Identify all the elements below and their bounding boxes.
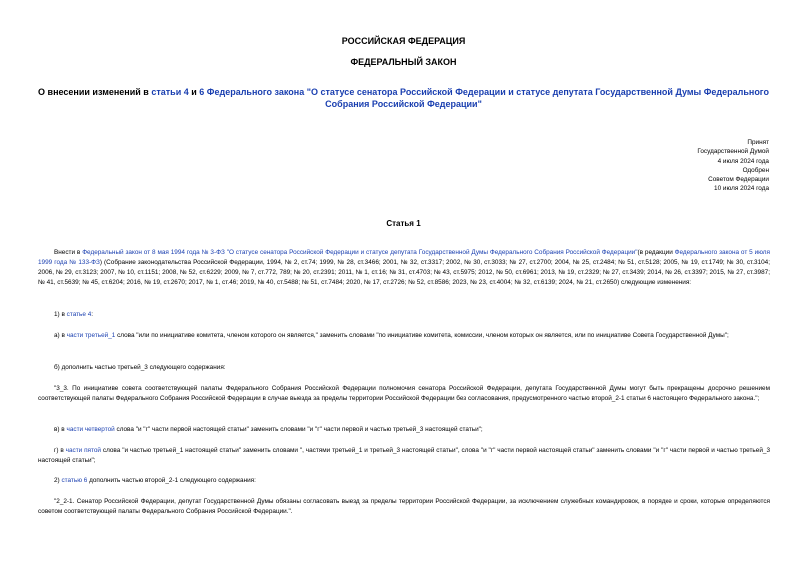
part-3-1-link[interactable]: части третьей_1	[66, 332, 116, 339]
p7-text-a: г) в	[54, 447, 66, 454]
paragraph-item-1	[38, 310, 770, 320]
p2-text-b: :	[91, 311, 94, 318]
p3-text-b: слова "или по инициативе комитета, членом которого он является," заменить словами "по инициативе комитета, комиссии, членом которых он является, или по инициативе Совета Государственной Думы";	[115, 332, 729, 339]
p3-text-a: а) в	[54, 332, 67, 339]
adopted-label: Принят	[747, 139, 769, 146]
approved-label: Одобрен	[742, 166, 769, 174]
law-3fz-link[interactable]: Федеральный закон от 8 мая 1994 года № 3-ФЗ "О статусе сенатора Российской Федерации и статусе депутата Государственной Думы Федерального Собрания Российской Федерации"	[82, 249, 638, 256]
country-heading: РОССИЙСКАЯ ФЕДЕРАЦИЯ	[341, 36, 466, 46]
p7-text-b: слова "и частью третьей_1 настоящей статьи" заменить словами ", частями третьей_1 и третьей_3 настоящей статьи", слова "и "г" части первой настоящей статьи" заменить словами "и "г" части первой и частью третьей_3 настоящей статьи";	[38, 447, 770, 464]
adoption-block	[609, 138, 769, 194]
law-133fz-link[interactable]: Федерального закона от 5 июля 1999 года № 133-ФЗ	[38, 249, 770, 266]
title-conjunction: и	[188, 87, 200, 97]
p8-text-a: 2)	[54, 477, 62, 484]
article-4-ref-link[interactable]: статье 4	[66, 311, 92, 318]
p8-text-b: дополнить частью второй_2-1 следующего содержания:	[87, 477, 256, 484]
part-4-link[interactable]: части четвертой	[66, 426, 115, 433]
approved-date: 10 июля 2024 года	[714, 185, 769, 193]
paragraph-quote-3-3: "3_3. По инициативе совета соответствующей палаты Федерального Собрания Российской Федерации полномочия сенатора Российской Федерации, депутата Государственной Думы могут быть прекращены досрочно решением соответствующей палаты Федерального Собрания Российской Федерации в случае выезда за пределы территории Российской Федерации без согласования, предусмотренного частью второй_2-1 статьи 6 настоящего Федерального закона.";	[38, 385, 770, 402]
p6-text-a: в) в	[54, 426, 67, 433]
paragraph-item-b: б) дополнить частью третьей_3 следующего содержания:	[54, 364, 226, 371]
paragraph-quote-2-2-1: "2_2-1. Сенатор Российской Федерации, депутат Государственной Думы обязаны согласовать выезд за пределы территории Российской Федерации, за исключением служебных командировок, в порядке и сроки, которые определяются советом соответствующей палаты Федерального Собрания Российской Федерации.".	[38, 498, 770, 515]
paragraph-item-g	[38, 446, 770, 466]
p1-text-b: (в редакции	[637, 249, 675, 256]
paragraph-item-2	[38, 476, 770, 486]
p1-text-c: ) (Собрание законодательства Российской Федерации, 1994, № 2, ст.74; 1999, № 28, ст.3466; 2001, № 32, ст.3317; 2002, № 30, ст.3033; № 27, ст.2700; 2004, № 25, ст.2484; № 51, ст.5128; 2005, № 19, ст.1749; № 30, ст.3104; 2006, № 29, ст.3123; 2007, № 10, ст.1151; 2008, № 52, ст.6229; 2009, № 7, ст.772, 789; № 20, ст.2391; 2011, № 1, ст.16; № 31, ст.4703; № 43, ст.5975; 2012, № 50, ст.6961; 2013, № 19, ст.2329; № 27, ст.3439; 2014, № 26, ст.3397; 2015, № 27, ст.3987; № 41, ст.5639; № 45, ст.6204; 2016, № 19, ст.2670; 2017, № 1, ст.46; 2019, № 40, ст.5488; № 51, ст.7484; 2020, № 17, ст.2726; № 52, ст.8586; 2023, № 23, ст.4004; № 32, ст.6139; 2024, № 21, ст.2650) следующие изменения:	[38, 259, 771, 286]
title-prefix: О внесении изменений в	[38, 87, 152, 97]
paragraph-item-v	[38, 425, 770, 435]
law-type-heading: ФЕДЕРАЛЬНЫЙ ЗАКОН	[350, 57, 457, 67]
article-heading: Статья 1	[386, 219, 421, 228]
federal-law-link[interactable]: 6 Федерального закона "О статусе сенатора Российской Федерации и статусе депутата Государственной Думы Федерального Собрания Российской Федерации"	[199, 87, 769, 109]
adopted-by: Государственной Думой	[697, 148, 769, 156]
article-4-link[interactable]: статьи 4	[151, 87, 189, 97]
article-6-link[interactable]: статью 6	[61, 477, 88, 484]
paragraph-intro	[38, 248, 770, 288]
p1-text-a: Внести в	[54, 249, 83, 256]
law-title	[30, 86, 777, 110]
approved-by: Советом Федерации	[708, 176, 769, 184]
p2-text-a: 1) в	[54, 311, 67, 318]
p6-text-b: слова "и "г" части первой настоящей статьи" заменить словами "и "г" части первой и частью третьей_3 настоящей статьи";	[114, 426, 483, 433]
paragraph-item-a	[38, 331, 770, 341]
adopted-date: 4 июля 2024 года	[717, 157, 769, 165]
part-5-link[interactable]: части пятой	[65, 447, 101, 454]
